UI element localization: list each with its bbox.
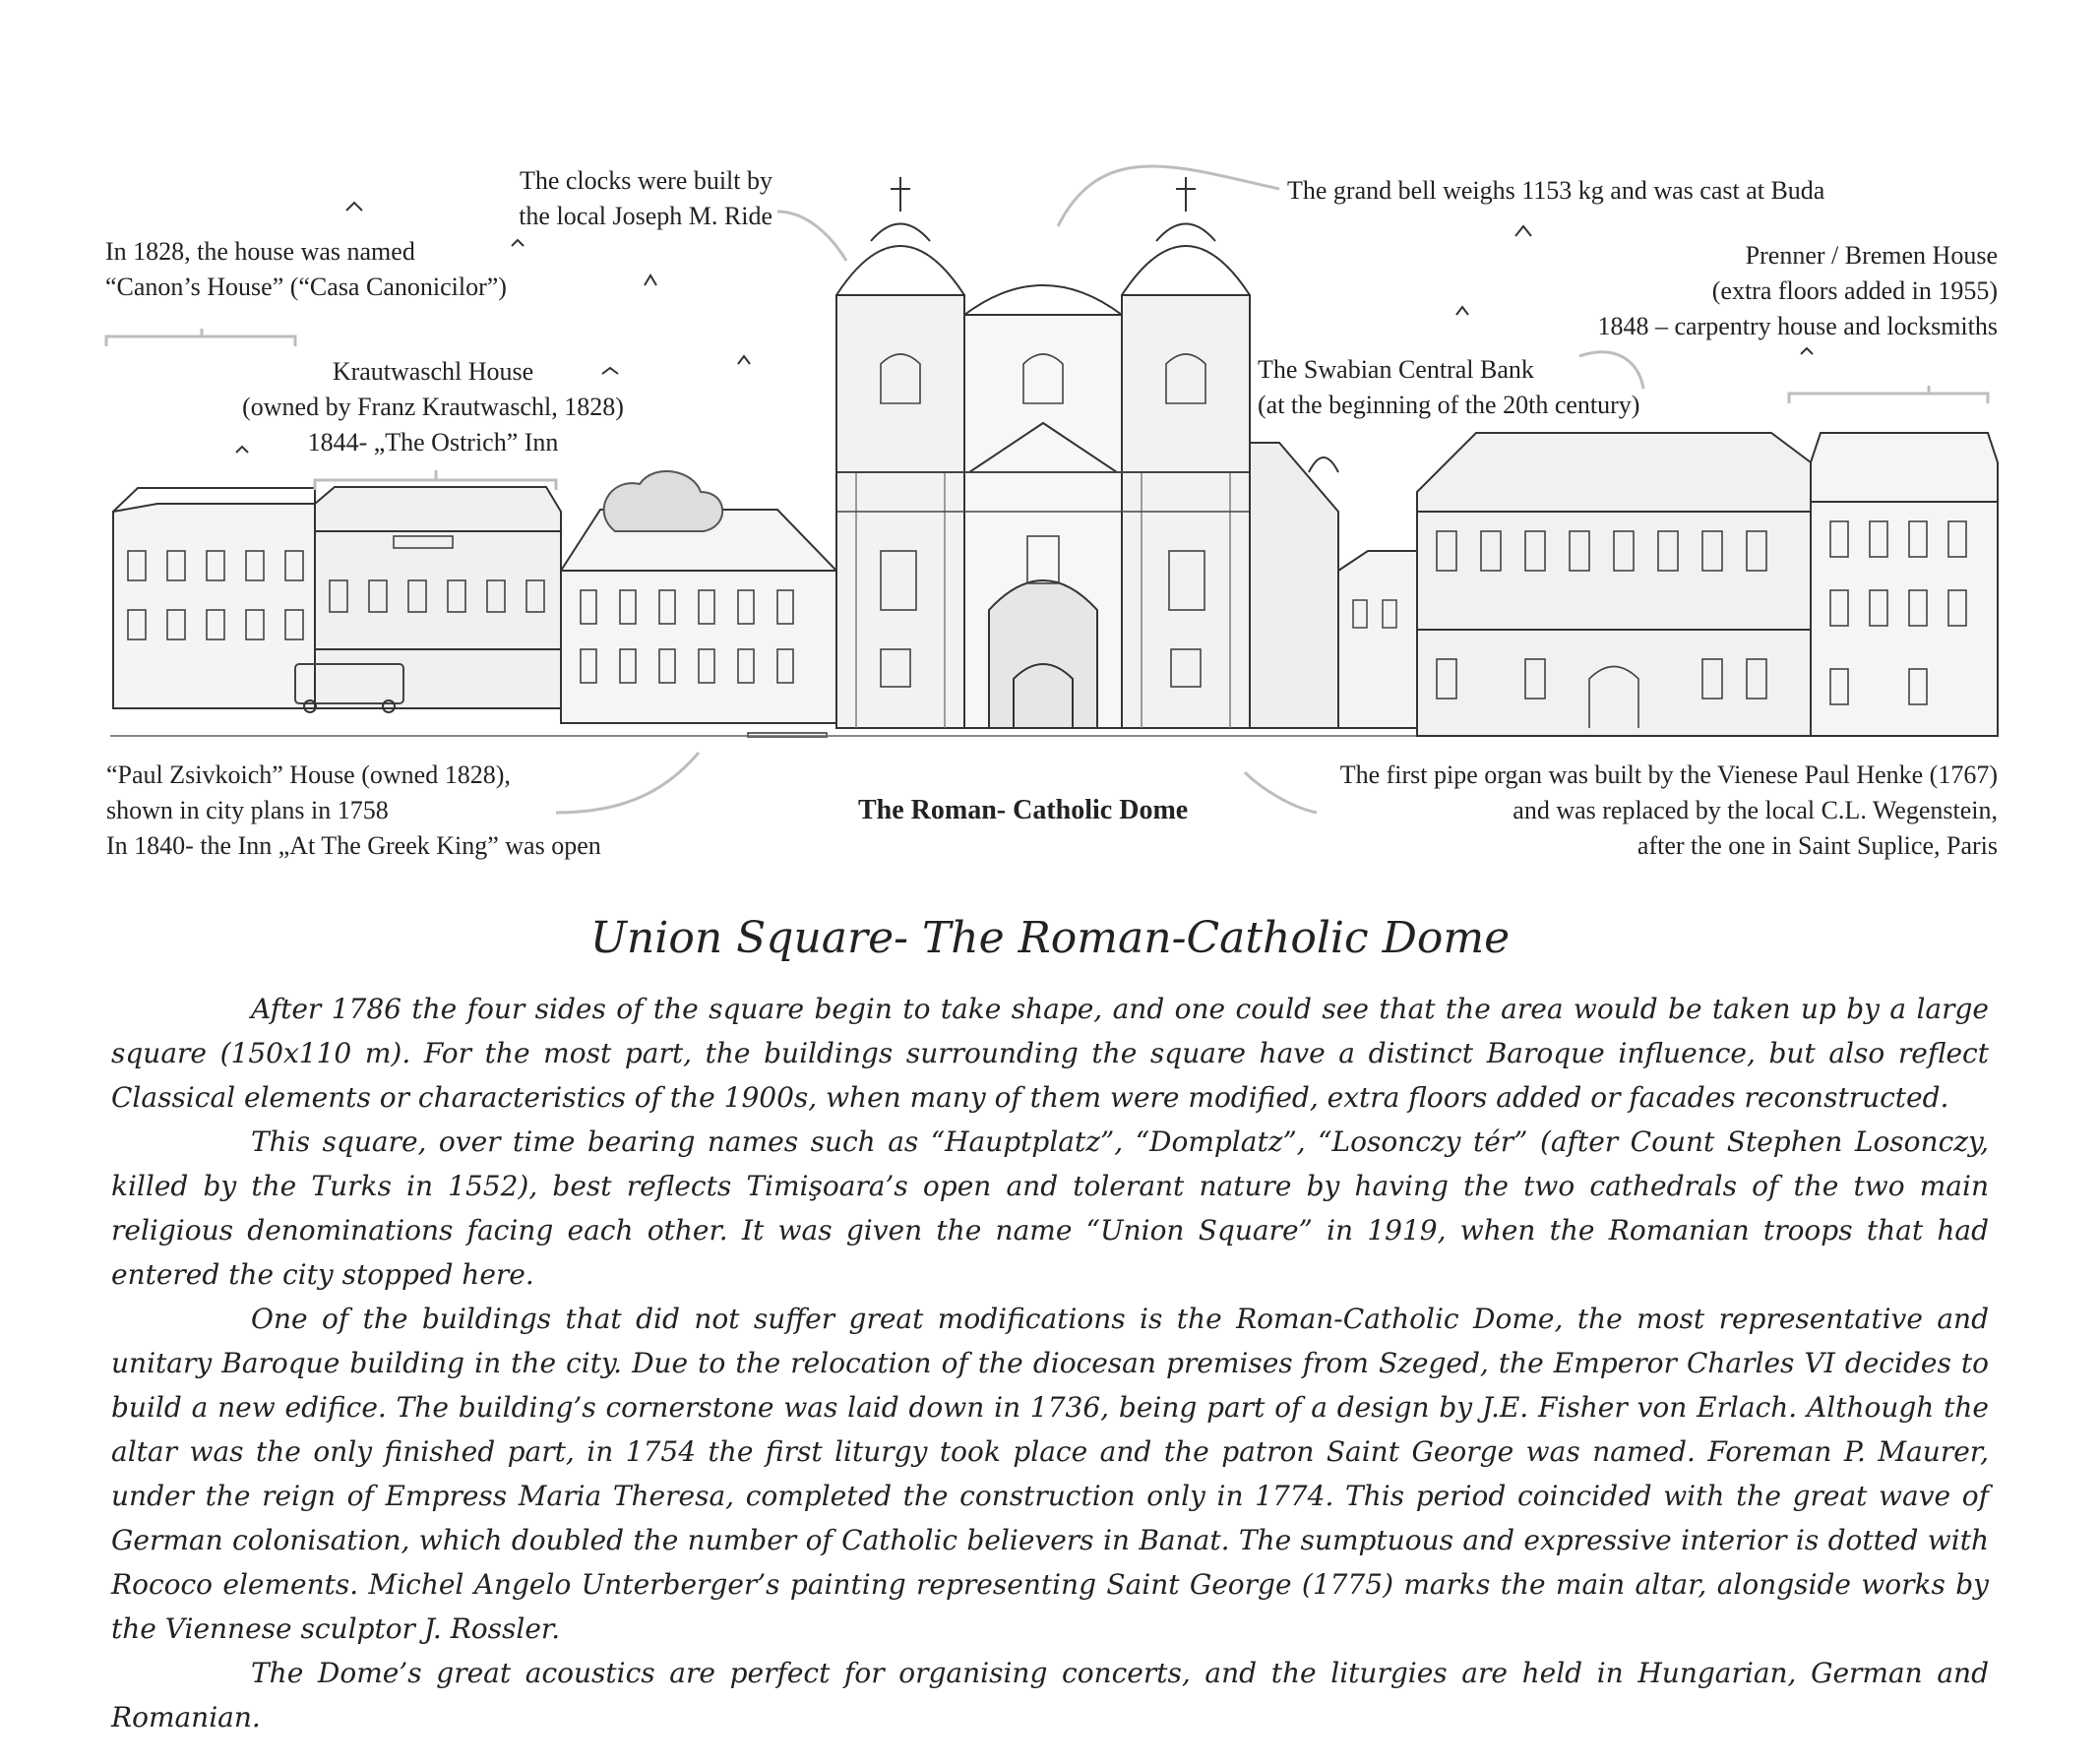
paragraph-4: The Dome’s great acoustics are perfect for organising concerts, and the liturgies are held in Hungarian, German and Romanian. — [111, 1657, 1989, 1733]
canons-caption-line-1: In 1828, the house was named — [105, 237, 415, 266]
zsivkoich-house-drawing — [561, 471, 836, 737]
paragraph-1: After 1786 the four sides of the square begin to take shape, and one could see that the area would be taken up by a large square (150x110 m). For the most part, the buildings surrounding the square have a distinct Baroque influence, but also reflect Classical elements or characteristics of the 1900s, when many of them were modified, extra floors added or facades reconstructed. — [111, 993, 1989, 1114]
clocks-caption — [472, 163, 772, 234]
swabian-caption-line-2: (at the beginning of the 20th century) — [1258, 391, 1640, 419]
canons-caption-line-2: “Canon’s House” (“Casa Canonicilor”) — [105, 273, 507, 301]
dome-label: The Roman- Catholic Dome — [858, 795, 1189, 825]
krautwaschl-caption-line-1: Krautwaschl House — [332, 357, 534, 386]
bell-arrow — [1058, 166, 1279, 226]
krautwaschl-house-caption — [226, 354, 640, 460]
clocks-arrow — [777, 212, 846, 261]
page-title: Union Square- The Roman-Catholic Dome — [589, 913, 1511, 963]
swabian-bank-caption — [1258, 352, 1639, 423]
body-text — [111, 987, 1989, 1739]
paragraph-3: One of the buildings that did not suffer great modifications is the Roman-Catholic Dome, the most representative and unitary Baroque building in the city. Due to the relocation of the diocesan premises from Szeged, the Emperor Charles VI decides to build a new edifice. The building’s cornerstone was laid down in 1736, being part of a design by J.E. Fisher von Erlach. Although the altar was the only finished part, in 1754 the first liturgy took place and the patron Saint George was named. Foreman P. Maurer, under the reign of Empress Maria Theresa, completed the construction only in 1774. This period coincided with the great wave of German colonisation, which doubled the number of Catholic believers in Banat. The sumptuous and expressive interior is dotted with Rococo elements. Michel Angelo Unterberger’s painting representing Saint George (1775) marks the main altar, alongside works by the Viennese sculptor J. Rossler. — [111, 1303, 1989, 1645]
roman-catholic-dome-drawing — [836, 177, 1338, 728]
swabian-caption-line-1: The Swabian Central Bank — [1258, 355, 1534, 384]
zsivkoich-caption-line-3: In 1840- the Inn „At The Greek King” was open — [106, 831, 601, 860]
swabian-bank-drawing — [1417, 433, 1811, 736]
prenner-house-caption — [1555, 238, 1998, 344]
prenner-house-drawing — [1811, 433, 1998, 736]
organ-caption-line-1: The first pipe organ was built by the Vienese Paul Henke (1767) — [1339, 760, 1998, 789]
prenner-caption-line-3: 1848 – carpentry house and locksmiths — [1597, 312, 1998, 340]
prenner-caption-line-2: (extra floors added in 1955) — [1711, 276, 1998, 305]
prenner-bracket — [1789, 386, 1988, 403]
organ-caption — [1240, 758, 1998, 864]
organ-caption-line-2: and was replaced by the local C.L. Wegenstein, — [1513, 796, 1998, 824]
krautwaschl-caption-line-3: 1844- „The Ostrich” Inn — [307, 428, 559, 456]
bell-caption: The grand bell weighs 1153 kg and was cast at Buda — [1287, 176, 1825, 205]
small-house-drawing — [1338, 551, 1417, 728]
canons-bracket — [106, 329, 295, 346]
canons-house-caption — [105, 234, 507, 305]
clocks-caption-line-1: The clocks were built by — [519, 166, 772, 195]
zsivkoich-caption-line-1: “Paul Zsivkoich” House (owned 1828), — [106, 760, 511, 789]
organ-caption-line-3: after the one in Saint Suplice, Paris — [1637, 831, 1998, 860]
krautwaschl-caption-line-2: (owned by Franz Krautwaschl, 1828) — [242, 393, 624, 421]
paragraph-2: This square, over time bearing names such as “Hauptplatz”, “Domplatz”, “Losonczy tér” (after Count Stephen Losonczy, killed by the Turks in 1552), best reflects Timişoara’s open and tolerant nature by having the two cathedrals of the two main religious denominations facing each other. It was given the name “Union Square” in 1919, when the Romanian troops that had entered the city stopped here. — [111, 1125, 1989, 1291]
zsivkoich-house-caption — [106, 758, 601, 864]
zsivkoich-caption-line-2: shown in city plans in 1758 — [106, 796, 389, 824]
canons-house-drawing — [113, 488, 315, 708]
krautwaschl-house-drawing — [295, 487, 561, 712]
prenner-caption-line-1: Prenner / Bremen House — [1745, 241, 1998, 270]
clocks-caption-line-2: the local Joseph M. Ride — [519, 202, 772, 230]
